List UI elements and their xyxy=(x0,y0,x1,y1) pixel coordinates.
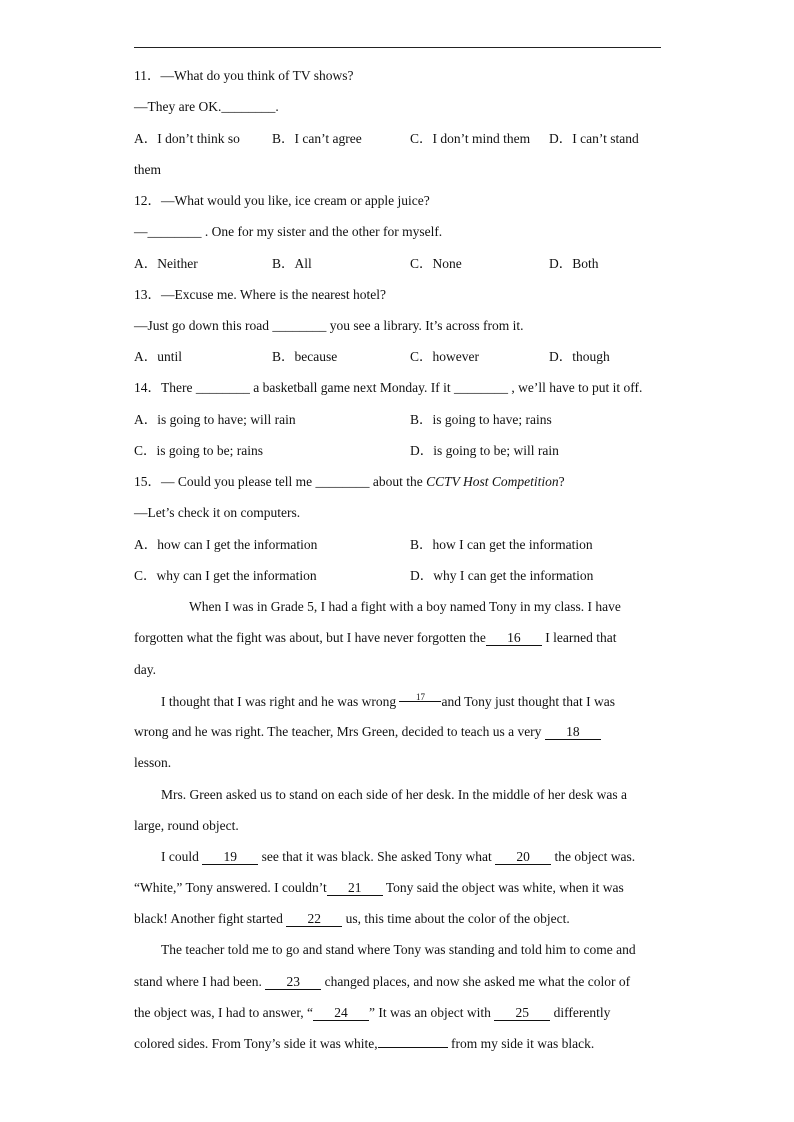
blank-22[interactable]: 22 xyxy=(286,912,342,927)
blank-20[interactable]: 20 xyxy=(495,850,551,865)
q11-option-b[interactable]: B．I can’t agree xyxy=(272,131,362,146)
blank-18[interactable]: 18 xyxy=(545,725,601,740)
q11-option-d-wrap: them xyxy=(134,162,161,177)
passage-p3-line1: Mrs. Green asked us to stand on each side of her desk. In the middle of her desk was a xyxy=(161,787,627,802)
q14-option-d[interactable]: D．is going to be; will rain xyxy=(410,443,559,458)
header-rule xyxy=(134,47,661,48)
q13-option-d[interactable]: D．though xyxy=(549,349,610,364)
q14-option-a[interactable]: A．is going to have; will rain xyxy=(134,412,296,427)
blank-21[interactable]: 21 xyxy=(327,881,383,896)
passage-text: I learned that xyxy=(541,630,617,645)
q12-option-a[interactable]: A．Neither xyxy=(134,256,198,271)
passage-text: changed places, and now she asked me what the color of xyxy=(321,974,631,989)
q14-option-b[interactable]: B．is going to have; rains xyxy=(410,412,552,427)
q12-option-c[interactable]: C．None xyxy=(410,256,462,271)
passage-text: black! Another fight started xyxy=(134,911,287,926)
passage-p2-line1 xyxy=(161,693,615,710)
q12-reply: —________ . One for my sister and the other for myself. xyxy=(134,224,443,239)
passage-text: I thought that I was right and he was wrong xyxy=(161,694,400,709)
passage-text: and Tony just thought that I was xyxy=(441,694,615,709)
passage-p2-line3: lesson. xyxy=(134,755,172,770)
q15-option-b[interactable]: B．how I can get the information xyxy=(410,537,593,552)
passage-text: colored sides. From Tony’s side it was white, xyxy=(134,1036,378,1051)
q11-stem: 11．—What do you think of TV shows? xyxy=(134,68,354,83)
passage-text: see that it was black. She asked Tony what xyxy=(258,849,496,864)
q13-reply: —Just go down this road ________ you see a library. It’s across from it. xyxy=(134,318,524,333)
passage-p5-line4 xyxy=(134,1036,594,1052)
passage-text: the object was. xyxy=(551,849,636,864)
passage-p1-line3: day. xyxy=(134,662,156,677)
passage-text: ” It was an object with xyxy=(369,1005,495,1020)
passage-text: from my side it was black. xyxy=(447,1036,595,1051)
passage-p5-line2 xyxy=(134,974,630,990)
blank-24[interactable]: 24 xyxy=(313,1006,369,1021)
passage-p4-line1 xyxy=(161,849,635,865)
passage-text: wrong and he was right. The teacher, Mrs Green, decided to teach us a very xyxy=(134,724,545,739)
q15-stem-italic: CCTV Host Competition xyxy=(426,474,559,489)
passage-text: “White,” Tony answered. I couldn’t xyxy=(134,880,327,895)
q11-reply: —They are OK.________. xyxy=(134,99,279,114)
q15-stem xyxy=(134,474,565,490)
passage-p3-line2: large, round object. xyxy=(134,818,239,833)
q13-option-b[interactable]: B．because xyxy=(272,349,338,364)
q11-option-a[interactable]: A．I don’t think so xyxy=(134,131,240,146)
q12-option-d[interactable]: D．Both xyxy=(549,256,599,271)
blank-19[interactable]: 19 xyxy=(202,850,258,865)
passage-text: us, this time about the color of the object. xyxy=(342,911,570,926)
passage-text: the object was, I had to answer, “ xyxy=(134,1005,314,1020)
q13-stem: 13．—Excuse me. Where is the nearest hotel? xyxy=(134,287,387,302)
q11-option-c[interactable]: C．I don’t mind them xyxy=(410,131,531,146)
q14-stem: 14．There ________ a basketball game next Monday. If it ________ , we’ll have to put it off. xyxy=(134,380,643,395)
passage-p4-line2 xyxy=(134,880,624,896)
q15-option-d[interactable]: D．why I can get the information xyxy=(410,568,594,583)
passage-text: I could xyxy=(161,849,203,864)
q15-option-a[interactable]: A．how can I get the information xyxy=(134,537,318,552)
passage-text: differently xyxy=(550,1005,611,1020)
blank-16[interactable]: 16 xyxy=(486,631,542,646)
q11-option-d[interactable]: D．I can’t stand xyxy=(549,131,639,146)
passage-text: Tony said the object was white, when it was xyxy=(382,880,624,895)
q15-stem-text: 15．— Could you please tell me ________ about the xyxy=(134,474,427,489)
blank-17[interactable]: 17 xyxy=(399,693,441,702)
blank-unnumbered[interactable] xyxy=(378,1047,448,1048)
q12-stem: 12．—What would you like, ice cream or apple juice? xyxy=(134,193,430,208)
passage-p2-line2 xyxy=(134,724,601,740)
passage-p5-line3 xyxy=(134,1005,610,1021)
passage-text: forgotten what the fight was about, but I have never forgotten the xyxy=(134,630,486,645)
q13-option-a[interactable]: A．until xyxy=(134,349,183,364)
passage-p5-line1: The teacher told me to go and stand where Tony was standing and told him to come and xyxy=(161,942,636,957)
passage-text: stand where I had been. xyxy=(134,974,266,989)
q12-option-b[interactable]: B．All xyxy=(272,256,312,271)
passage-p4-line3 xyxy=(134,911,570,927)
q15-stem-end: ? xyxy=(558,474,565,489)
blank-25[interactable]: 25 xyxy=(494,1006,550,1021)
q15-reply: —Let’s check it on computers. xyxy=(134,505,301,520)
blank-23[interactable]: 23 xyxy=(265,975,321,990)
q14-option-c[interactable]: C．is going to be; rains xyxy=(134,443,263,458)
q15-option-c[interactable]: C．why can I get the information xyxy=(134,568,317,583)
q13-option-c[interactable]: C．however xyxy=(410,349,479,364)
passage-p1-line2 xyxy=(134,630,617,646)
passage-p1-line1: When I was in Grade 5, I had a fight with a boy named Tony in my class. I have xyxy=(189,599,621,614)
